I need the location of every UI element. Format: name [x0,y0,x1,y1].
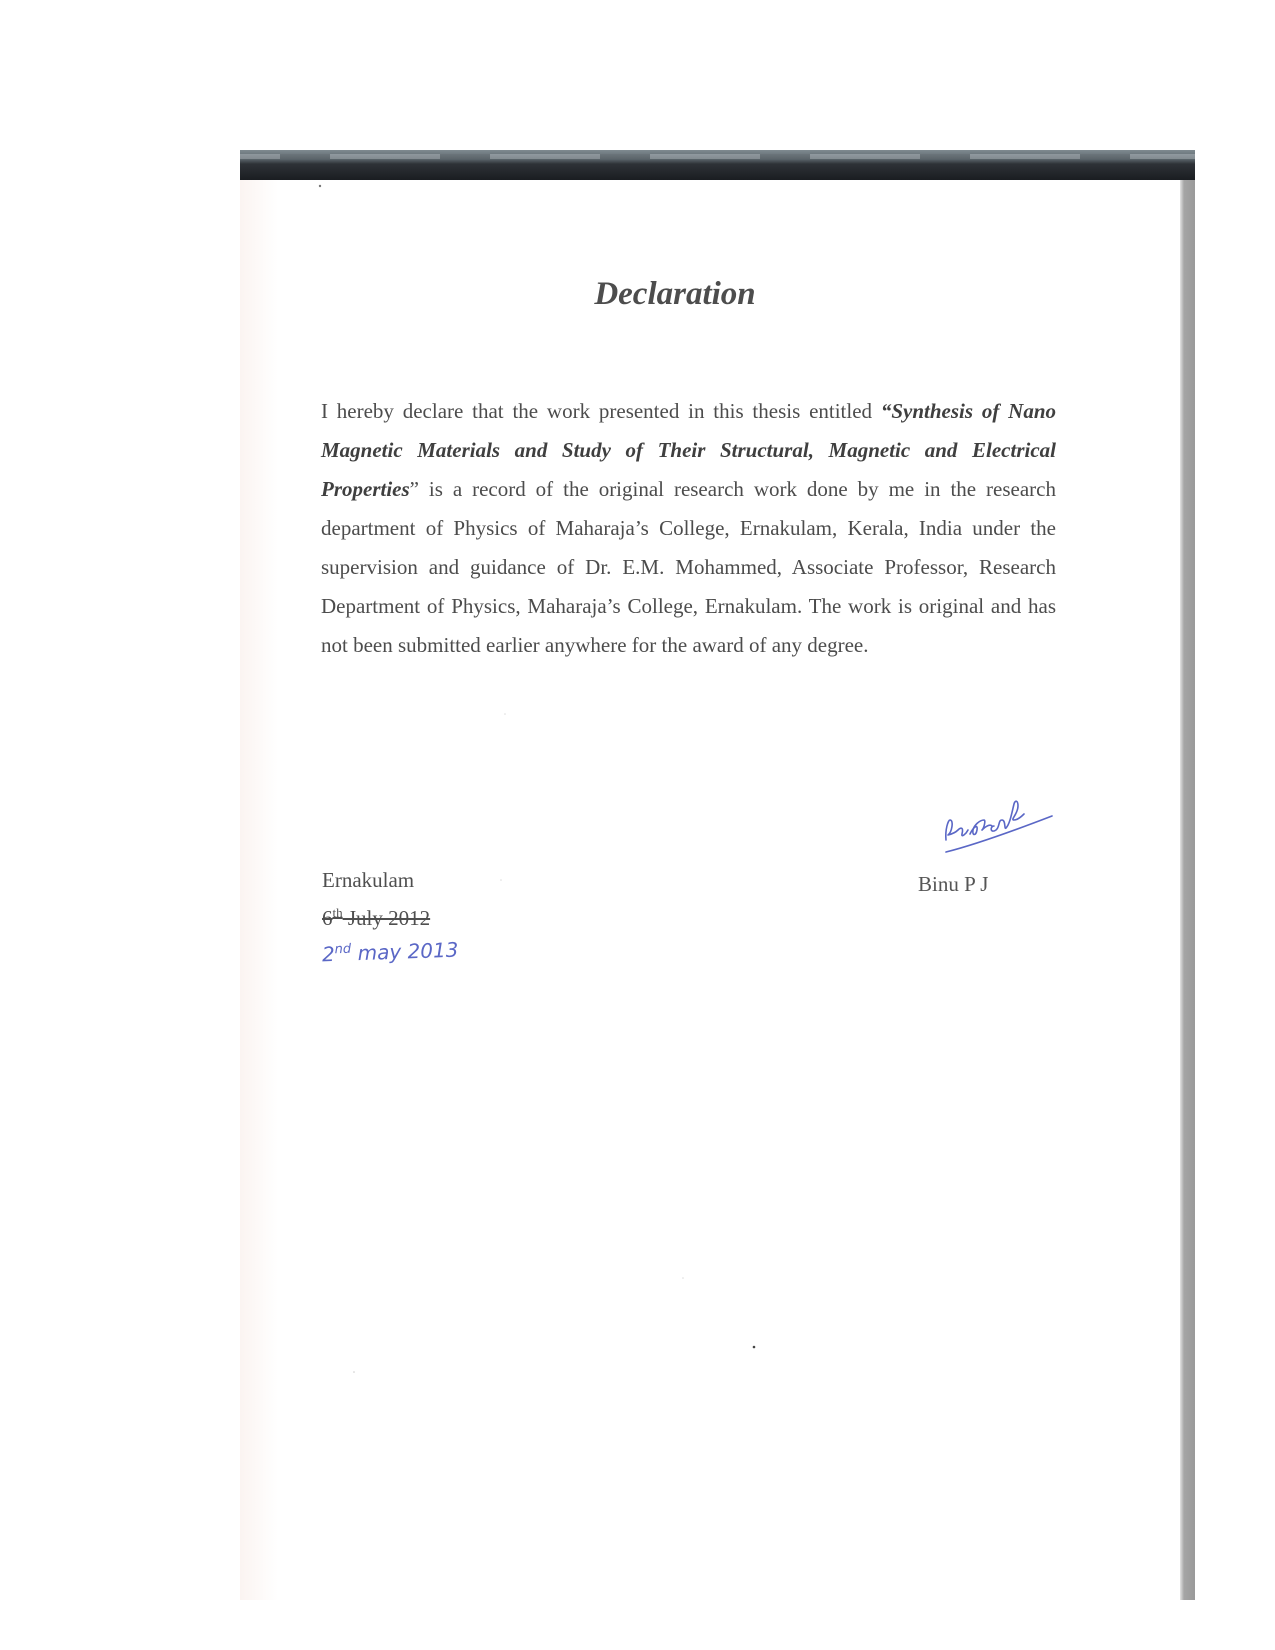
handwritten-date-rest: may 2013 [350,937,459,966]
declaration-rest: is a record of the original research work done by me in the research department of Physics of Maharaja’s College, Ernakulam, Kerala, India under the supervision and guidance of Dr. E.M. Mohammed, Associate Professor, Research Department of Physics, Maharaja’s College, Ernakulam. The work is original and has not been submitted earlier anywhere for the award of any degree. [321,477,1056,657]
struck-date-rest: July 2012 [342,906,431,930]
declaration-intro: I hereby declare that the work presented in this thesis entitled [321,399,881,423]
struck-date [322,905,430,931]
signature-image [940,790,1060,860]
place-label: Ernakulam [322,868,415,892]
thesis-title-open-quote: “ [880,399,892,423]
handwritten-date-day: 2 [321,941,336,967]
thesis-title: Synthesis of Nano Magnetic Materials and Study of Their Structural, Magnetic and Electrical Properties [321,399,1057,501]
handwritten-date-suffix: nd [334,941,352,958]
scan-left-shading [240,180,278,1600]
struck-date-suffix: th [332,905,343,920]
struck-date-day: 6 [322,906,333,930]
handwritten-date [322,938,459,967]
scan-top-border [240,150,1195,180]
author-name: Binu P J [918,872,989,896]
scan-right-edge [1180,180,1195,1600]
page-title: Declaration [594,276,756,312]
thesis-title-close-quote: ” [409,477,419,501]
declaration-paragraph [321,392,1056,665]
